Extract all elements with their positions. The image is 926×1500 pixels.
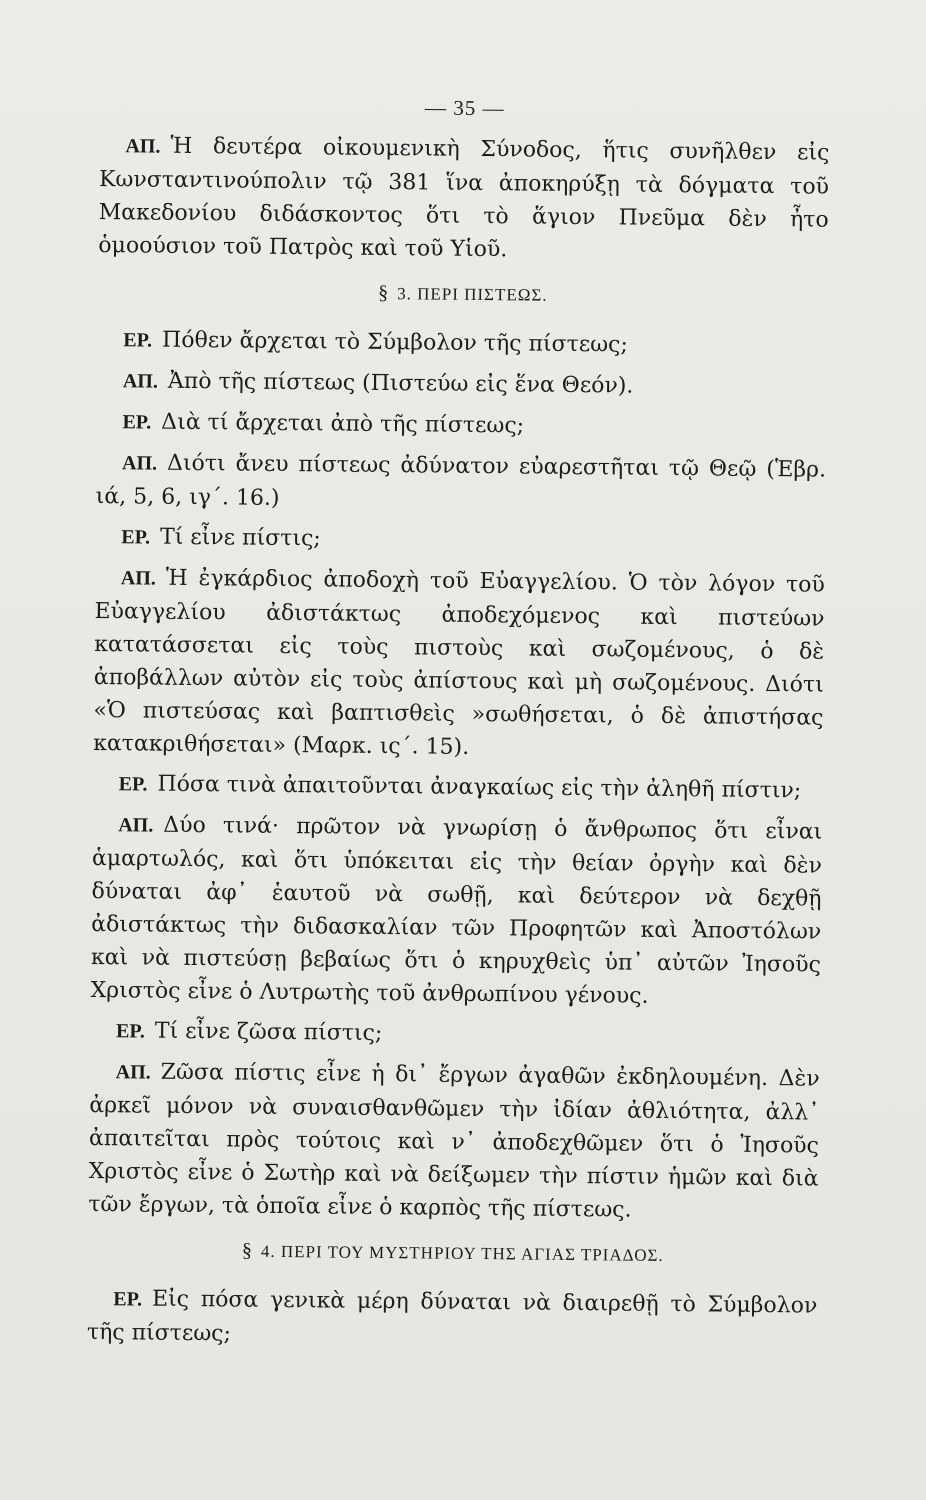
page-number: — 35 — [424, 95, 505, 121]
paragraph-text: Διότι ἄνευ πίστεως ἀδύνατον εὐαρεστῆται τῷ Θεῷ (Ἑβρ. ιά, 5, 6, ιγ΄. 16.) [95, 450, 827, 511]
paragraph-text: Ζῶσα πίστις εἶνε ἡ δι᾿ ἔργων ἀγαθῶν ἐκδηλουμένη. Δὲν ἀρκεῖ μόνον νὰ συναισθανθῶμεν τὴν ἰδίαν ἀθλιότητα, ἀλλ᾿ ἀπαιτεῖται πρὸς τούτοις καὶ ν᾿ ἀποδεχθῶμεν ὅτι ὁ Ἰησοῦς Χριστὸς εἶνε ὁ Σωτὴρ καὶ νὰ δείξωμεν τὴν πίστιν ἡμῶν καὶ διὰ τῶν ἔργων, τὰ ὁποῖα εἶνε ὁ καρπὸς τῆς πίστεως. [88, 1059, 820, 1223]
paragraph-text: Ἡ δευτέρα οἰκουμενικὴ Σύνοδος, ἥτις συνῆλθεν εἰς Κωνσταντινούπολιν τῷ 381 ἵνα ἀποκηρύξῃ τὰ δόγματα τοῦ Μακεδονίου διδάσκοντος ὅτι τὸ ἅγιον Πνεῦμα δὲν ἦτο ὁμοούσιον τοῦ Πατρὸς καὶ τοῦ Υἱοῦ. [98, 133, 830, 263]
paragraph-text: Πόθεν ἄρχεται τὸ Σύμβολον τῆς πίστεως; [161, 327, 628, 358]
speaker-tag: ΑΠ. [122, 370, 159, 393]
speaker-tag: ΑΠ. [125, 135, 161, 158]
section-heading [98, 274, 828, 315]
question-paragraph [90, 1014, 820, 1056]
paragraph-text: Δύο τινά· πρῶτον νὰ γνωρίσῃ ὁ ἄνθρωπος ὅτι εἶναι ἁμαρτωλός, καὶ ὅτι ὑπόκειται εἰς τὴν θείαν ὀργὴν καὶ δὲν δύναται ἀφ᾿ ἑαυτοῦ νὰ σωθῇ, καὶ δεύτερον νὰ δεχθῇ ἀδιστάκτως τὴν διδασκαλίαν τῶν Προφητῶν καὶ Ἀποστόλων καὶ νὰ πιστεύσῃ βεβαίως ὅτι ὁ κηρυχθεὶς ὑπ᾿ αὐτῶν Ἰησοῦς Χριστὸς εἶνε ὁ Λυτρωτὴς τοῦ ἀνθρωπίνου γένους. [90, 812, 823, 1009]
question-paragraph [93, 767, 823, 809]
page-content [87, 88, 830, 1364]
speaker-tag: ΑΠ. [121, 452, 158, 475]
speaker-tag: ΑΠ. [115, 1061, 151, 1084]
speaker-tag: ΕΡ. [113, 1288, 143, 1311]
section-symbol: § [378, 281, 390, 305]
paragraph-text: Πόσα τινὰ ἀπαιτοῦνται ἀναγκαίως εἰς τὴν ἀληθῆ πίστιν; [157, 771, 802, 804]
answer-paragraph [93, 561, 825, 768]
paragraph-text: Τί εἶνε ζῶσα πίστις; [154, 1018, 383, 1047]
answer-paragraph [96, 446, 827, 521]
speaker-tag: ΑΠ. [120, 567, 156, 590]
paragraph-text: Ἀπὸ τῆς πίστεως (Πιστεύω εἰς ἕνα Θεόν). [167, 368, 634, 399]
answer-paragraph [97, 364, 827, 406]
section-symbol: § [241, 1239, 254, 1262]
answer-paragraph [98, 129, 829, 270]
question-paragraph [95, 520, 825, 562]
section-heading [88, 1233, 818, 1274]
speaker-tag: ΕΡ. [118, 773, 148, 796]
speaker-tag: ΑΠ. [118, 814, 154, 837]
speaker-tag: ΕΡ. [123, 329, 153, 352]
paragraph-text: Εἰς πόσα γενικὰ μέρη δύναται νὰ διαιρεθῇ τὸ Σύμβολον τῆς πίστεως; [86, 1286, 818, 1347]
question-paragraph [87, 1282, 818, 1357]
section-title: 4. ΠΕΡΙ ΤΟΥ ΜΥΣΤΗΡΙΟΥ ΤΗΣ ΑΓΙΑΣ ΤΡΙΑΔΟΣ. [260, 1241, 664, 1265]
speaker-tag: ΕΡ. [121, 526, 151, 549]
paragraph-text: Ἡ ἐγκάρδιος ἀποδοχὴ τοῦ Εὐαγγελίου. Ὁ τὸν λόγον τοῦ Εὐαγγελίου ἀδιστάκτως ἀποδεχόμενος καὶ πιστεύων κατατάσσεται εἰς τοὺς πιστοὺς καὶ σωζομένους, ὁ δὲ ἀποβάλλων αὐτὸν εἰς τοὺς ἀπίστους καὶ μὴ σωζομένους. Διότι «Ὁ πιστεύσας καὶ βαπτισθεὶς »σωθήσεται, ὁ δὲ ἀπιστήσας κατακριθήσεται» (Μαρκ. ις΄. 15). [93, 565, 825, 760]
answer-paragraph [88, 1055, 820, 1229]
question-paragraph [96, 405, 826, 447]
question-paragraph [97, 323, 827, 365]
section-title: 3. ΠΕΡΙ ΠΙΣΤΕΩΣ. [397, 284, 548, 305]
text-body [87, 129, 830, 1357]
speaker-tag: ΕΡ. [122, 411, 152, 434]
answer-paragraph [90, 808, 822, 1015]
paragraph-text: Διὰ τί ἄρχεται ἀπὸ τῆς πίστεως; [161, 409, 525, 439]
paragraph-text: Τί εἶνε πίστις; [159, 524, 321, 552]
speaker-tag: ΕΡ. [116, 1020, 145, 1043]
